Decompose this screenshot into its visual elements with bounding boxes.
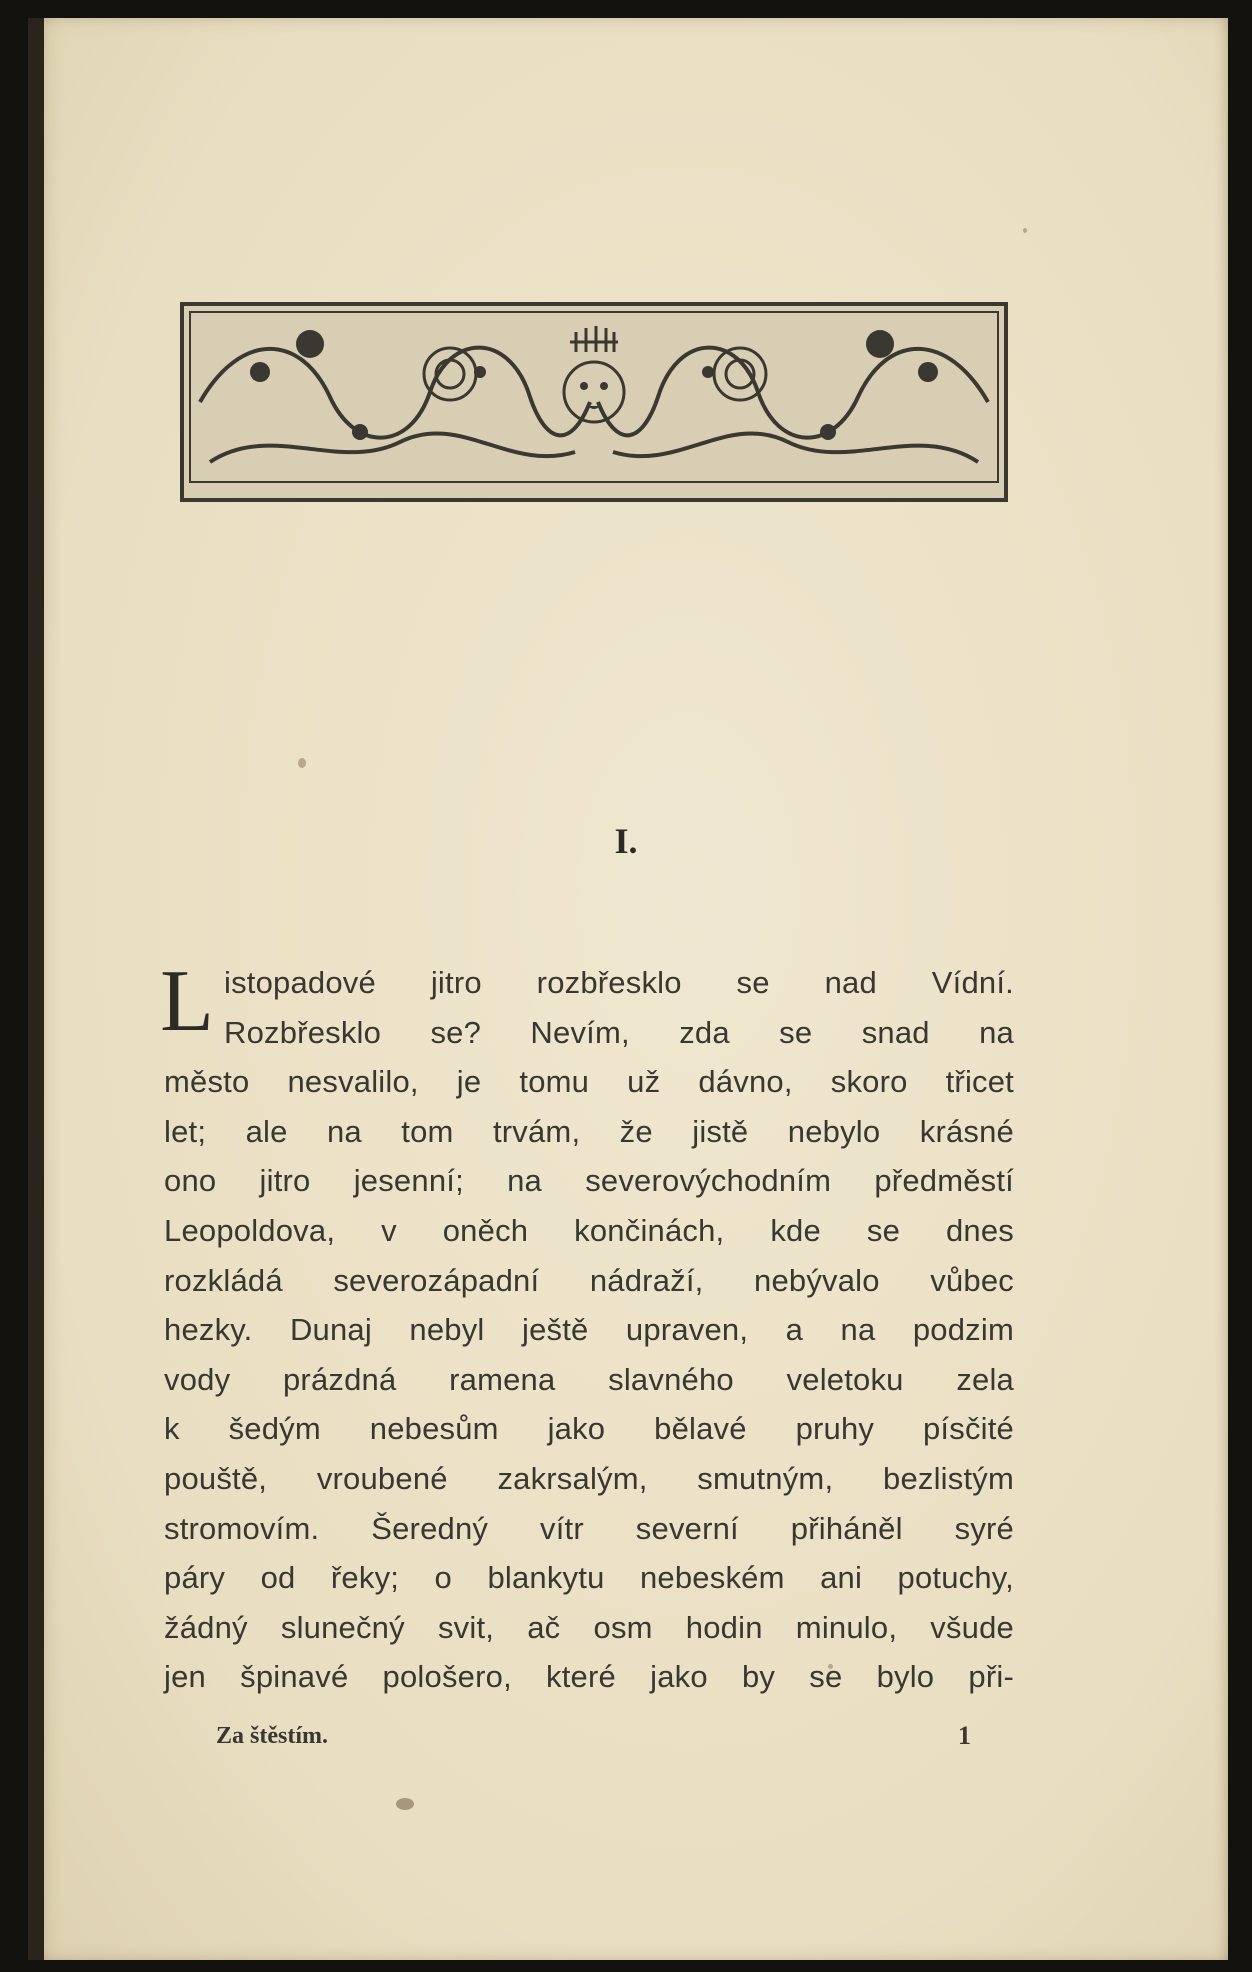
text-line: let; ale na tom trvám, že jistě nebylo krásné [164, 1113, 1014, 1149]
drop-cap-initial: L [160, 953, 214, 1050]
text-line: istopadové jitro rozbřesklo se nad Vídní. [224, 965, 1014, 1000]
text-line: hezky. Dunaj nebyl ještě upraven, a na podzim [164, 1312, 1014, 1348]
text-line: rozkládá severozápadní nádraží, nebývalo vůbec [164, 1262, 1014, 1298]
text-line: páry od řeky; o blankytu nebeském ani potuchy, [164, 1560, 1014, 1596]
text-line: stromovím. Šeredný vítr severní přiháněl syré [164, 1510, 1014, 1546]
page-gutter [28, 18, 44, 1960]
text-line: žádný slunečný svit, ač osm hodin minulo, všude [164, 1609, 1014, 1645]
page-number: 1 [958, 1721, 971, 1750]
paper-spot [396, 1798, 414, 1810]
text-line: pouště, vroubené zakrsalým, smutným, bezlistým [164, 1460, 1014, 1496]
text-line: město nesvalilo, je tomu už dávno, skoro třicet [164, 1064, 1014, 1100]
text-line: Leopoldova, v oněch končinách, kde se dnes [164, 1212, 1014, 1248]
running-footer-title: Za štěstím. [216, 1723, 328, 1749]
paper-spot [1023, 228, 1027, 233]
chapter-number: I. [614, 821, 638, 861]
text-line: Rozbřesklo se? Nevím, zda se snad na [224, 1014, 1014, 1050]
body-text [164, 958, 1014, 1702]
text-line: vody prázdná ramena slavného veletoku zela [164, 1361, 1014, 1397]
text-line: k šedým nebesům jako bělavé pruhy písčité [164, 1411, 1014, 1447]
text-line: ono jitro jesenní; na severovýchodním předměstí [164, 1163, 1014, 1199]
book-page [28, 18, 1228, 1960]
text-line: jen špinavé pološero, které jako by se bylo při- [164, 1659, 1014, 1695]
paper-spot [298, 758, 306, 768]
floral-headpiece-ornament [180, 302, 1008, 502]
